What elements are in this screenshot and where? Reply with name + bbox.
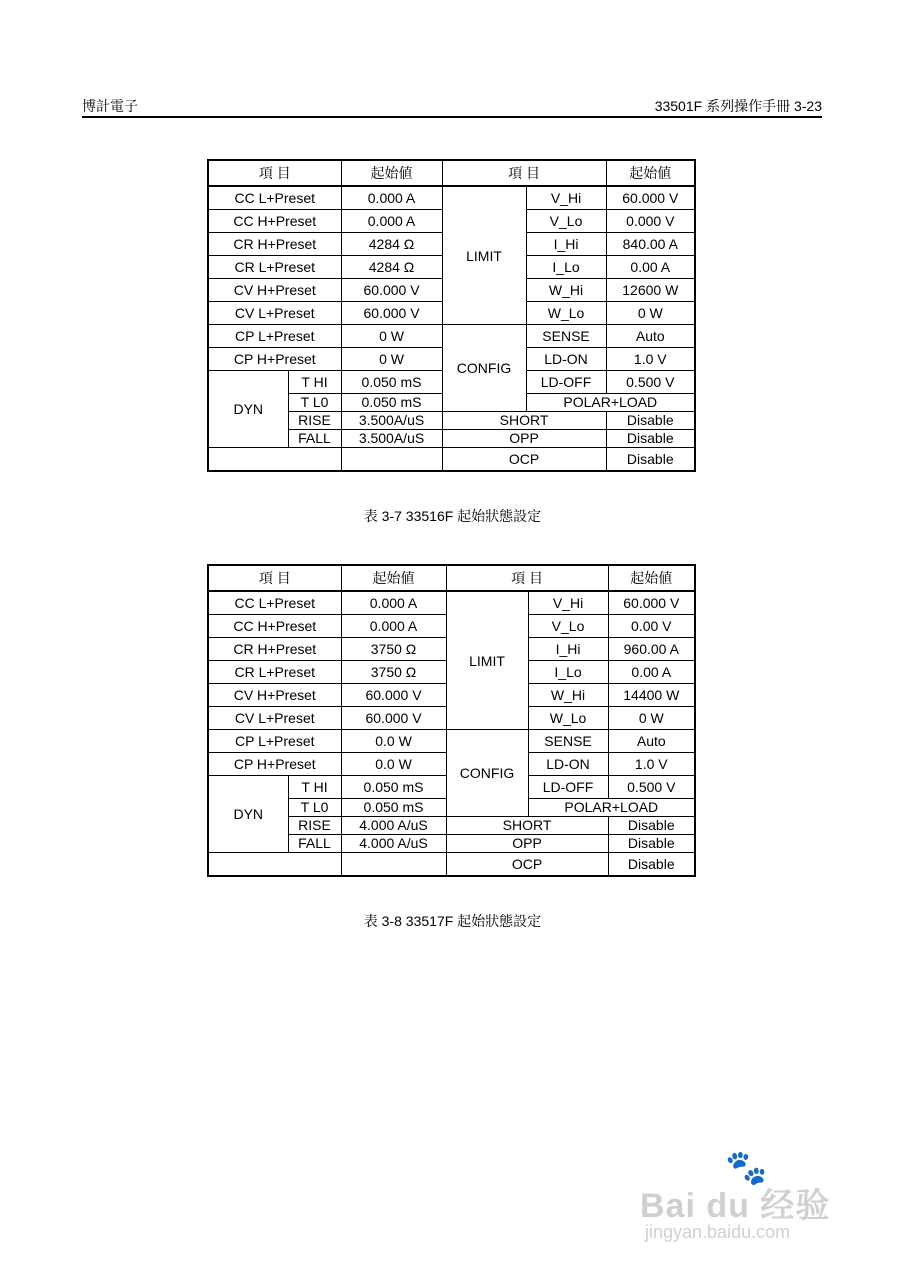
dyn-label: T HI (288, 776, 341, 799)
preset-label: CR H+Preset (208, 233, 341, 256)
preset-label: CP H+Preset (208, 348, 341, 371)
limit-label: W_Lo (528, 707, 608, 730)
limit-value: 60.000 V (606, 186, 695, 210)
empty-cell (341, 853, 446, 877)
dyn-label: FALL (288, 835, 341, 853)
preset-label: CP L+Preset (208, 325, 341, 348)
empty-cell (341, 448, 442, 472)
config-value: Auto (608, 730, 695, 753)
limit-group-label: LIMIT (442, 186, 526, 325)
config-label: SENSE (526, 325, 606, 348)
config-value: 0.500 V (606, 371, 695, 394)
preset-value: 4284 Ω (341, 256, 442, 279)
preset-label: CR L+Preset (208, 256, 341, 279)
limit-label: V_Hi (528, 591, 608, 615)
dyn-value: 0.050 mS (341, 371, 442, 394)
limit-value: 0.00 A (608, 661, 695, 684)
limit-value: 12600 W (606, 279, 695, 302)
limit-value: 60.000 V (608, 591, 695, 615)
limit-label: V_Lo (528, 615, 608, 638)
table-row (208, 448, 695, 472)
preset-value: 0.000 A (341, 210, 442, 233)
empty-cell (208, 448, 341, 472)
protect-value: Disable (608, 817, 695, 835)
table-header-row (208, 565, 695, 591)
limit-label: I_Hi (526, 233, 606, 256)
limit-group-label: LIMIT (446, 591, 528, 730)
dyn-value: 0.050 mS (341, 394, 442, 412)
limit-value: 0.00 V (608, 615, 695, 638)
protect-label: OCP (446, 853, 608, 877)
dyn-value: 4.000 A/uS (341, 817, 446, 835)
config-value: 1.0 V (608, 753, 695, 776)
protect-label: SHORT (442, 412, 606, 430)
preset-value: 60.000 V (341, 707, 446, 730)
preset-value: 0.000 A (341, 186, 442, 210)
settings-table-33517f (207, 564, 696, 877)
column-header-item: 項 目 (442, 160, 606, 186)
column-header-initial: 起始値 (341, 565, 446, 591)
limit-label: V_Hi (526, 186, 606, 210)
preset-label: CC H+Preset (208, 615, 341, 638)
protect-label: OPP (446, 835, 608, 853)
preset-label: CV L+Preset (208, 302, 341, 325)
preset-value: 0.0 W (341, 753, 446, 776)
protect-label: OCP (442, 448, 606, 472)
preset-label: CC L+Preset (208, 186, 341, 210)
preset-label: CV L+Preset (208, 707, 341, 730)
polar-load-label: POLAR+LOAD (528, 799, 695, 817)
config-label: LD-ON (526, 348, 606, 371)
column-header-item: 項 目 (208, 565, 341, 591)
column-header-initial: 起始値 (606, 160, 695, 186)
protect-value: Disable (606, 412, 695, 430)
limit-value: 0 W (608, 707, 695, 730)
limit-value: 14400 W (608, 684, 695, 707)
preset-label: CV H+Preset (208, 684, 341, 707)
preset-value: 0.000 A (341, 615, 446, 638)
dyn-label: T L0 (288, 394, 341, 412)
config-group-label: CONFIG (446, 730, 528, 817)
page-header (82, 94, 822, 118)
preset-value: 60.000 V (341, 684, 446, 707)
config-group-label: CONFIG (442, 325, 526, 412)
protect-value: Disable (608, 835, 695, 853)
table-row (208, 325, 695, 348)
protect-value: Disable (606, 448, 695, 472)
table-row (208, 730, 695, 753)
preset-label: CC L+Preset (208, 591, 341, 615)
dyn-label: FALL (288, 430, 341, 448)
preset-value: 3750 Ω (341, 638, 446, 661)
limit-value: 960.00 A (608, 638, 695, 661)
table-caption: 表 3-7 33516F 起始狀態設定 (363, 508, 542, 524)
dyn-label: RISE (288, 412, 341, 430)
watermark-url: jingyan.baidu.com (645, 1222, 791, 1242)
column-header-initial: 起始値 (608, 565, 695, 591)
table-row (208, 186, 695, 210)
manual-title-page: 33501F 系列操作手冊 3-23 (654, 98, 822, 114)
limit-label: W_Hi (526, 279, 606, 302)
protect-value: Disable (608, 853, 695, 877)
limit-label: V_Lo (526, 210, 606, 233)
column-header-item: 項 目 (446, 565, 608, 591)
preset-label: CP H+Preset (208, 753, 341, 776)
config-label: SENSE (528, 730, 608, 753)
baidu-watermark (640, 1148, 850, 1248)
limit-label: I_Lo (528, 661, 608, 684)
table-row (208, 853, 695, 877)
limit-label: W_Hi (528, 684, 608, 707)
protect-label: OPP (442, 430, 606, 448)
config-value: 0.500 V (608, 776, 695, 799)
config-value: 1.0 V (606, 348, 695, 371)
config-label: LD-OFF (526, 371, 606, 394)
limit-value: 0 W (606, 302, 695, 325)
dyn-value: 0.050 mS (341, 776, 446, 799)
dyn-value: 3.500A/uS (341, 412, 442, 430)
column-header-item: 項 目 (208, 160, 341, 186)
preset-value: 3750 Ω (341, 661, 446, 684)
preset-label: CR H+Preset (208, 638, 341, 661)
column-header-initial: 起始値 (341, 160, 442, 186)
watermark-logo: Bai du 经验 (640, 1187, 831, 1225)
limit-label: I_Lo (526, 256, 606, 279)
config-label: LD-ON (528, 753, 608, 776)
dyn-value: 0.050 mS (341, 799, 446, 817)
protect-value: Disable (606, 430, 695, 448)
preset-value: 0 W (341, 348, 442, 371)
dyn-group-label: DYN (208, 371, 288, 448)
settings-table-33516f (207, 159, 696, 472)
dyn-value: 3.500A/uS (341, 430, 442, 448)
dyn-value: 4.000 A/uS (341, 835, 446, 853)
config-value: Auto (606, 325, 695, 348)
preset-value: 0.0 W (341, 730, 446, 753)
preset-value: 4284 Ω (341, 233, 442, 256)
limit-value: 840.00 A (606, 233, 695, 256)
empty-cell (208, 853, 341, 877)
dyn-group-label: DYN (208, 776, 288, 853)
preset-label: CC H+Preset (208, 210, 341, 233)
limit-value: 0.000 V (606, 210, 695, 233)
limit-value: 0.00 A (606, 256, 695, 279)
limit-label: W_Lo (526, 302, 606, 325)
preset-value: 60.000 V (341, 279, 442, 302)
limit-label: I_Hi (528, 638, 608, 661)
table-header-row (208, 160, 695, 186)
dyn-label: T HI (288, 371, 341, 394)
dyn-label: RISE (288, 817, 341, 835)
table-row (208, 591, 695, 615)
preset-value: 0 W (341, 325, 442, 348)
table-caption: 表 3-8 33517F 起始狀態設定 (363, 913, 542, 929)
preset-value: 60.000 V (341, 302, 442, 325)
dyn-label: T L0 (288, 799, 341, 817)
polar-load-label: POLAR+LOAD (526, 394, 695, 412)
preset-label: CP L+Preset (208, 730, 341, 753)
preset-value: 0.000 A (341, 591, 446, 615)
preset-label: CV H+Preset (208, 279, 341, 302)
preset-label: CR L+Preset (208, 661, 341, 684)
paw-icon: 🐾 (725, 1149, 768, 1187)
config-label: LD-OFF (528, 776, 608, 799)
company-name: 博計電子 (82, 98, 138, 114)
protect-label: SHORT (446, 817, 608, 835)
